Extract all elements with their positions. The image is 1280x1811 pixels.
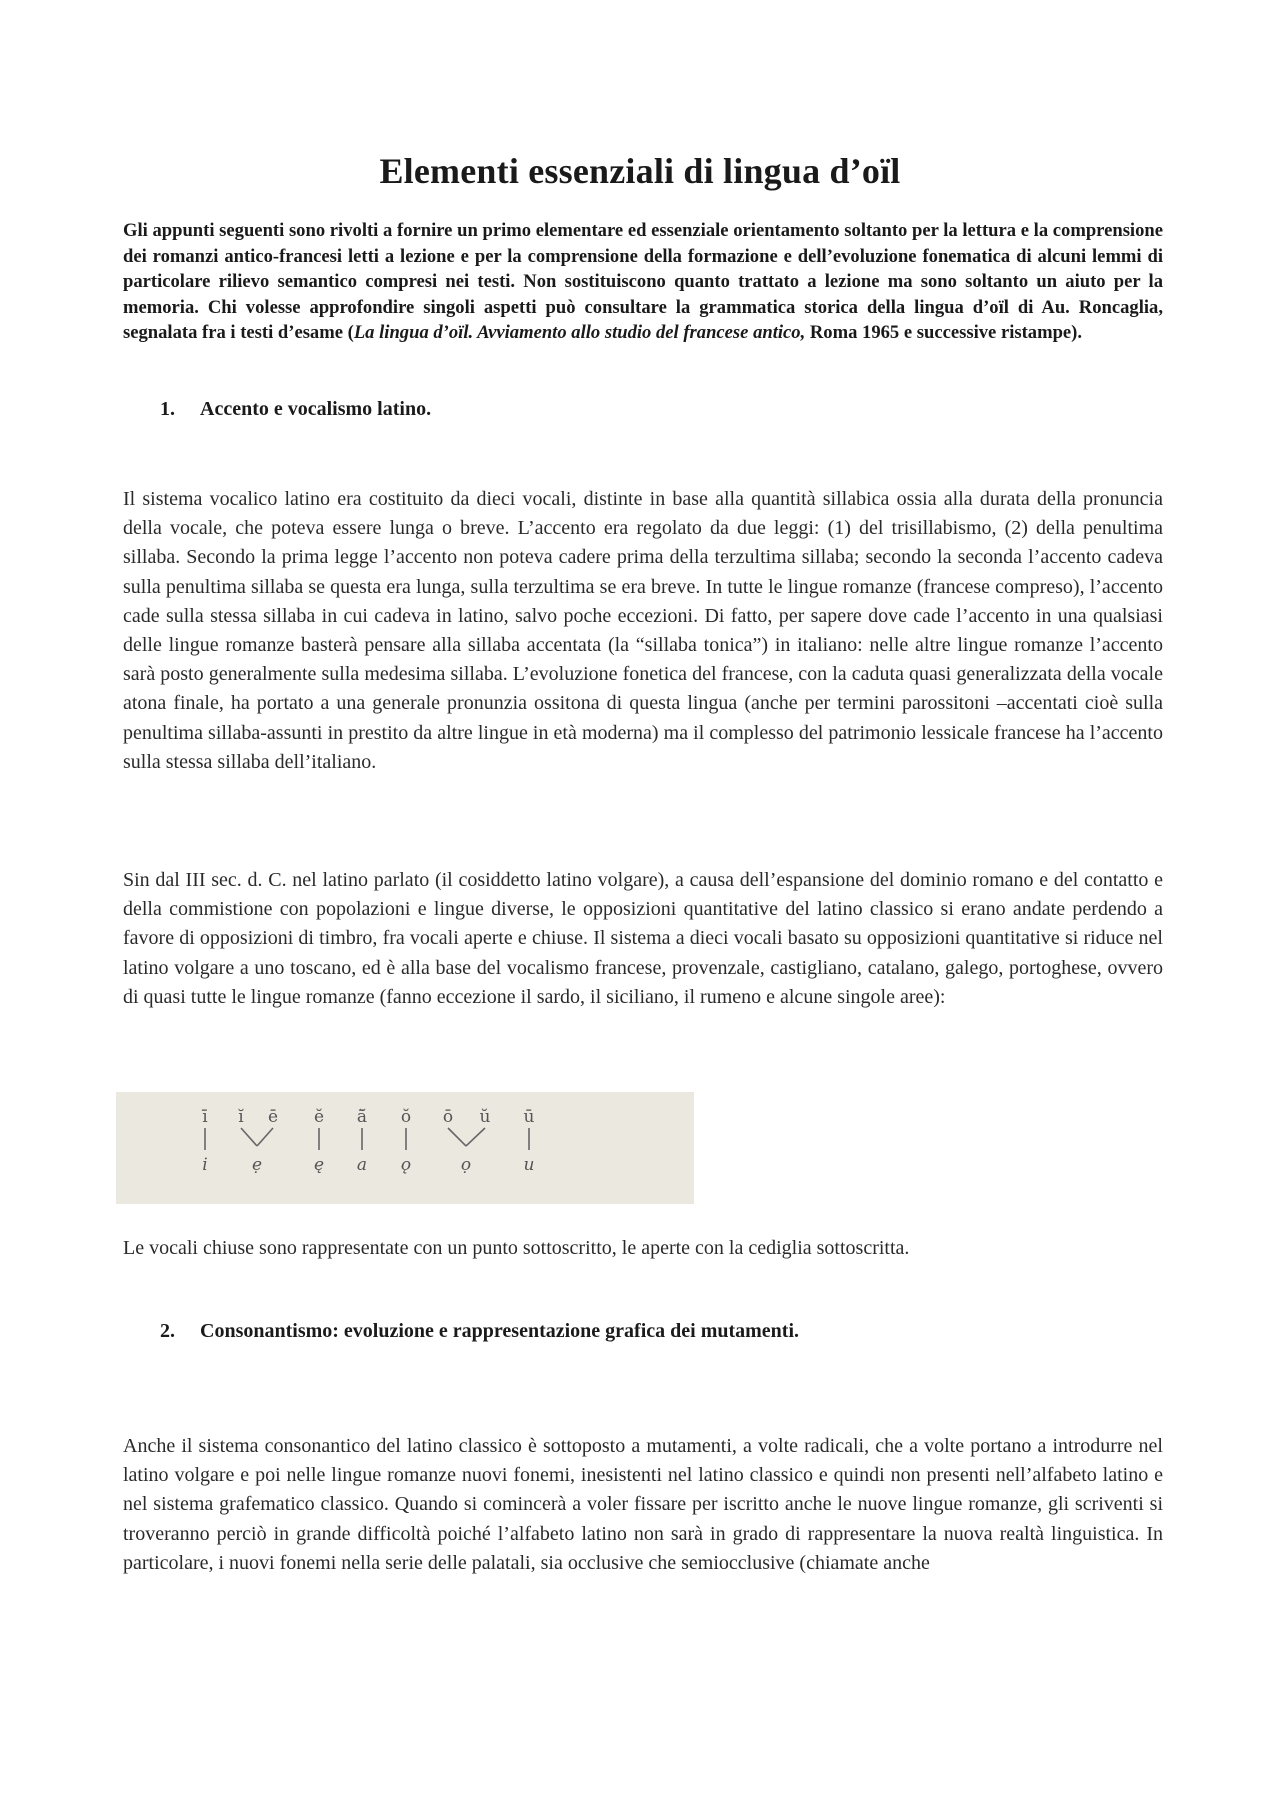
diagram-line bbox=[241, 1128, 257, 1146]
intro-text-part1: Gli appunti seguenti sono rivolti a fornire un primo elementare ed essenziale orientamento soltanto per la lettura e la comprensione dei romanzi antico-francesi letti a lezione e per la comprensione della formazione e dell’evoluzione fonematica di alcuni lemmi di particolare rilievo semantico compresi nei testi. Non sostituiscono quanto trattato a lezione ma sono soltanto un aiuto per la memoria. Chi volesse approfondire singoli aspetti può consultare la grammatica storica della lingua d’oïl di Au. Roncaglia, segnalata fra i testi d’esame ( bbox=[123, 220, 1163, 343]
romance-vowel: a bbox=[356, 1155, 368, 1175]
latin-vowel: ū bbox=[523, 1107, 535, 1127]
section-2-paragraph-1: Anche il sistema consonantico del latino classico è sottoposto a mutamenti, a volte radicali, che a volte portano a introdurre nel latino volgare e poi nelle lingue romanze nuovi fonemi, inesistenti nel latino classico e quindi non presenti nell’alfabeto latino e nel sistema grafematico classico. Quando si comincerà a voler fissare per iscritto anche le nuove lingue romanze, gli scriventi si troveranno perciò in grande difficoltà poiché l’alfabeto latino non sarà in grado di rappresentare la nuova realtà linguistica. In particolare, i nuovi fonemi nella serie delle palatali, sia occlusive che semiocclusive (chiamate anche bbox=[123, 1435, 1163, 1574]
vowel-diagram-svg bbox=[116, 1092, 694, 1204]
section-2-number: 2. bbox=[160, 1320, 175, 1342]
document-title: Elementi essenziali di lingua d’oïl bbox=[379, 151, 901, 191]
section-2-title: Consonantismo: evoluzione e rappresentazione grafica dei mutamenti. bbox=[200, 1320, 800, 1342]
latin-vowel: ĭ bbox=[238, 1107, 244, 1127]
intro-book-title: La lingua d’oïl. Avviamento allo studio del francese antico, bbox=[353, 322, 806, 343]
intro-text-part2: Roma 1965 e successive ristampe). bbox=[805, 322, 1083, 343]
romance-vowel: ę bbox=[313, 1155, 325, 1175]
intro-paragraph bbox=[123, 218, 1163, 346]
diagram-line bbox=[448, 1128, 466, 1146]
latin-vowel: ā̆ bbox=[356, 1107, 368, 1127]
diagram-line bbox=[466, 1128, 485, 1146]
romance-vowel: ẹ bbox=[251, 1155, 263, 1175]
romance-vowel: ǫ bbox=[400, 1155, 412, 1175]
latin-vowel: ī bbox=[202, 1107, 208, 1127]
section-1-number: 1. bbox=[160, 398, 175, 420]
latin-vowel: ŭ bbox=[479, 1107, 491, 1127]
section-1-heading bbox=[160, 398, 431, 421]
romance-vowel: ọ bbox=[460, 1155, 472, 1175]
latin-vowel: ŏ bbox=[400, 1107, 412, 1127]
section-1-paragraph-3: Le vocali chiuse sono rappresentate con un punto sottoscritto, le aperte con la cediglia sottoscritta. bbox=[123, 1237, 910, 1259]
section-1-title: Accento e vocalismo latino. bbox=[200, 398, 432, 420]
romance-vowel: u bbox=[523, 1155, 535, 1175]
section-1-paragraph-2: Sin dal III sec. d. C. nel latino parlato (il cosiddetto latino volgare), a causa dell’espansione del dominio romano e del contatto e della commistione con popolazioni e lingue diverse, le opposizioni quantitative del latino classico si erano andate perdendo a favore di opposizioni di timbro, fra vocali aperte e chiuse. Il sistema a dieci vocali basato su opposizioni quantitative si riduce nel latino volgare a uno toscano, ed è alla base del vocalismo francese, provenzale, castigliano, catalano, galego, portoghese, ovvero di quasi tutte le lingue romanze (fanno eccezione il sardo, il siciliano, il rumeno e alcune singole aree): bbox=[123, 869, 1163, 1008]
vowel-diagram bbox=[116, 1092, 694, 1204]
romance-vowel: i bbox=[202, 1155, 208, 1175]
latin-vowel: ō bbox=[442, 1107, 454, 1127]
section-1-paragraph-1: Il sistema vocalico latino era costituito da dieci vocali, distinte in base alla quantità sillabica ossia alla durata della pronuncia della vocale, che poteva essere lunga o breve. L’accento era regolato da due leggi: (1) del trisillabismo, (2) della penultima sillaba. Secondo la prima legge l’accento non poteva cadere prima della terzultima sillaba; secondo la seconda l’accento cadeva sulla penultima sillaba se questa era lunga, sulla terzultima se era breve. In tutte le lingue romanze (francese compreso), l’accento cade sulla stessa sillaba in cui cadeva in latino, salvo poche eccezioni. Di fatto, per sapere dove cade l’accento in una qualsiasi delle lingue romanze basterà pensare alla sillaba accentata (la “sillaba tonica”) in italiano: nelle altre lingue romanze l’accento sarà posto generalmente sulla medesima sillaba. L’evoluzione fonetica del francese, con la caduta quasi generalizzata della vocale atona finale, ha portato a una generale pronunzia ossitona di questa lingua (anche per termini parossitoni –accentati cioè sulla penultima sillaba-assunti in prestito da altre lingue in età moderna) ma il complesso del patrimonio lessicale francese ha l’accento sulla stessa sillaba dell’italiano. bbox=[123, 488, 1163, 773]
latin-vowel: ē bbox=[267, 1107, 279, 1127]
diagram-line bbox=[257, 1128, 273, 1146]
section-2-heading bbox=[160, 1320, 799, 1343]
latin-vowel: ĕ bbox=[313, 1107, 325, 1127]
